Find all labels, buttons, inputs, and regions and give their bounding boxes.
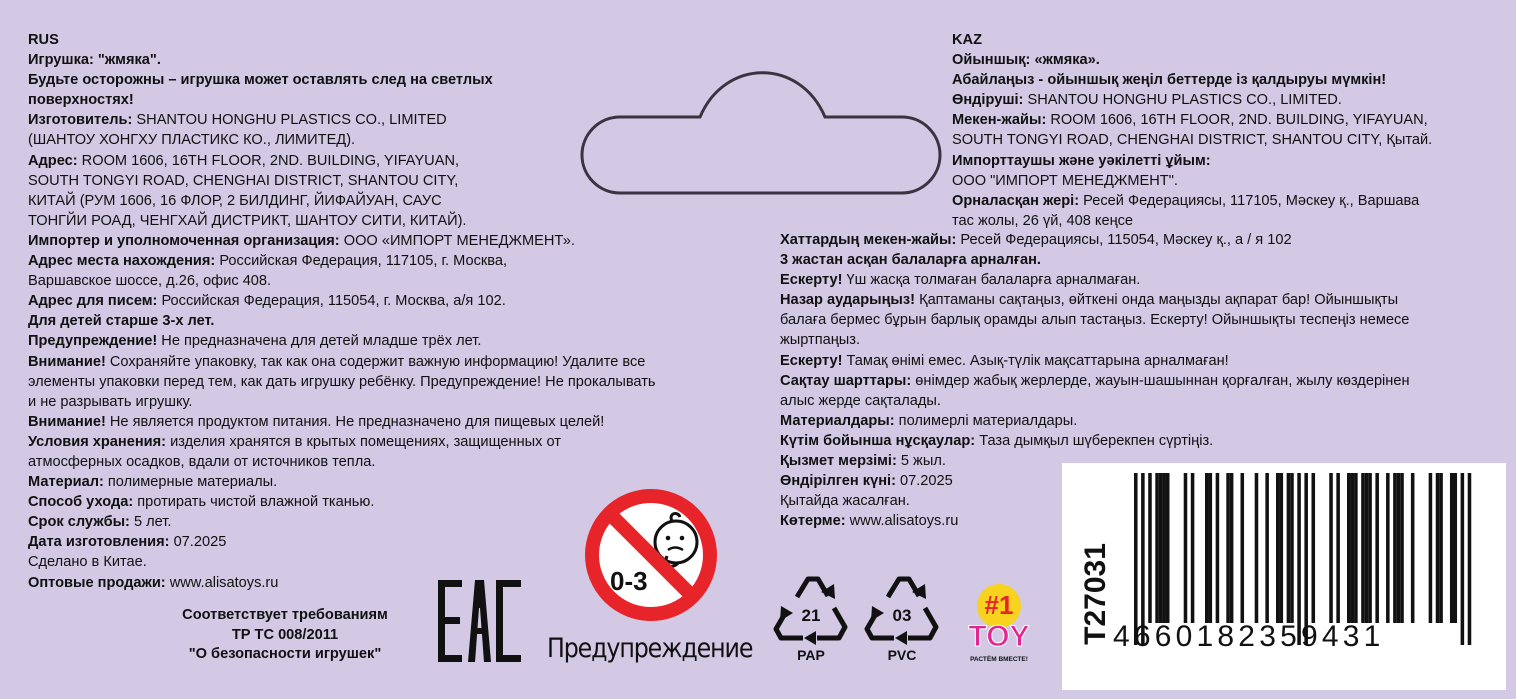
recycle-pvc	[862, 573, 942, 663]
barcode-bar	[1468, 473, 1472, 645]
text-line	[952, 70, 1432, 90]
barcode-bar	[1280, 473, 1284, 623]
bold-label: RUS	[28, 32, 59, 48]
age-warning-icon	[583, 487, 719, 623]
text-line	[952, 211, 1432, 231]
text-segment: изделия хранятся в крытых помещениях, защищенных от	[170, 433, 561, 450]
text-line	[780, 250, 1410, 270]
text-line	[952, 171, 1432, 191]
text-line	[28, 70, 656, 90]
text-line	[780, 351, 1410, 371]
text-segment: 5 жыл.	[900, 453, 946, 470]
toy-word-text: TOY	[968, 620, 1030, 653]
text-line	[28, 512, 656, 532]
bold-label: Изготовитель:	[28, 112, 137, 129]
barcode-bar	[1148, 473, 1152, 623]
text-line	[28, 552, 656, 572]
bold-label: Адрес для писем:	[28, 293, 162, 310]
text-line	[28, 30, 656, 50]
text-line	[28, 110, 656, 130]
warning-label: Предупреждение	[547, 633, 753, 664]
text-line	[952, 191, 1432, 211]
barcode-bar	[1184, 473, 1188, 623]
text-segment: 5 лет.	[133, 514, 172, 531]
text-segment: Сделано в Китае.	[28, 554, 147, 571]
text-line	[28, 472, 656, 492]
barcode-bar	[1255, 473, 1259, 623]
conformity-line-1: Соответствует требованиям	[182, 607, 388, 623]
text-line	[780, 411, 1410, 431]
text-segment: Российская Федерация, 115054, г. Москва, а/я 102.	[161, 293, 506, 310]
text-segment: балаға бермес бұрын барлық орамды алып тастаңыз. Ескерту! Ойыншықты теспеңіз немесе	[780, 312, 1410, 329]
article-number	[1062, 463, 1122, 690]
text-line	[28, 372, 656, 392]
text-segment: ROOM 1606, 16TH FLOOR, 2ND. BUILDING, YIFAYUAN,	[1050, 112, 1428, 129]
barcode-bar	[1347, 473, 1351, 623]
text-segment: Тамақ өнімі емес. Азық-түлік мақсаттарына арналмаған!	[846, 352, 1229, 369]
text-line	[952, 30, 1432, 50]
barcode-bar	[1368, 473, 1372, 623]
text-line	[28, 271, 656, 291]
bold-label: Ескерту!	[780, 352, 847, 369]
text-line	[28, 452, 656, 472]
text-line	[28, 50, 656, 70]
barcode-bar	[1159, 473, 1163, 623]
recycle-code: 21	[801, 606, 821, 625]
barcode-bar	[1397, 473, 1401, 623]
recycle-label: PVC	[887, 647, 917, 663]
text-segment: Қаптаманы сақтаңыз, өйткені онда маңызды ақпарат бар! Ойыншықты	[919, 292, 1399, 309]
bold-label: Материал:	[28, 474, 108, 491]
bold-label: Мекен-жайы:	[952, 112, 1051, 129]
bold-label: Способ ухода:	[28, 494, 138, 511]
recycle-pap	[771, 573, 851, 663]
bold-label: Көтерме:	[780, 513, 850, 530]
barcode-bar	[1411, 473, 1415, 623]
age-label: 0-3	[610, 566, 648, 596]
bold-label: Назар аударыңыз!	[780, 292, 920, 309]
recycle-icon	[862, 573, 942, 649]
text-line	[28, 311, 656, 331]
text-line	[952, 151, 1432, 171]
text-segment: Варшавское шоссе, д.26, офис 408.	[28, 273, 272, 290]
text-segment: протирать чистой влажной тканью.	[137, 494, 375, 511]
barcode-bar	[1393, 473, 1397, 623]
barcode-bar	[1454, 473, 1458, 623]
text-segment: SOUTH TONGYI ROAD, CHENGHAI DISTRICT, SHANTOU CITY,	[28, 172, 459, 189]
bold-label: Импортер и уполномоченная организация:	[28, 232, 344, 249]
text-line	[952, 90, 1432, 110]
bold-label: Условия хранения:	[28, 433, 171, 450]
text-segment: ТОНГЙИ РОАД, ЧЕНГХАЙ ДИСТРИКТ, ШАНТОУ СИТИ, КИТАЙ).	[28, 212, 467, 229]
barcode-panel	[1062, 463, 1506, 690]
barcode-bar	[1226, 473, 1230, 623]
bold-label: поверхностях!	[28, 92, 134, 109]
bold-label: Игрушка: "жмяка".	[28, 52, 161, 69]
text-line	[28, 231, 656, 251]
text-segment: Үш жасқа толмаған балаларға арналмаған.	[846, 272, 1141, 289]
text-line	[28, 492, 656, 512]
barcode-bar	[1329, 473, 1333, 623]
bold-label: Ескерту!	[780, 272, 847, 289]
text-line	[28, 151, 656, 171]
text-segment: алыс жерде сақталады.	[780, 392, 941, 409]
text-line	[952, 50, 1432, 70]
recycle-label: PAP	[797, 647, 825, 663]
bold-label: Предупреждение!	[28, 333, 162, 350]
barcode-bar	[1287, 473, 1291, 623]
bold-label: Дата изготовления:	[28, 534, 174, 551]
text-line	[780, 431, 1410, 451]
text-line	[28, 573, 656, 593]
bold-label: Оптовые продажи:	[28, 574, 170, 591]
toy-badge-text: #1	[984, 590, 1014, 620]
barcode-bar	[1155, 473, 1159, 623]
text-segment: атмосферных осадков, вдали от источников тепла.	[28, 453, 376, 470]
text-line	[780, 270, 1410, 290]
barcode-bar	[1162, 473, 1166, 623]
barcode-bar	[1461, 473, 1465, 645]
barcode-bar	[1276, 473, 1280, 623]
text-segment: 07.2025	[900, 473, 953, 490]
text-line	[780, 290, 1410, 310]
text-line	[28, 331, 656, 351]
bold-label: Адрес:	[28, 152, 82, 169]
barcode-bar	[1209, 473, 1213, 623]
text-segment: Не предназначена для детей младше трёх лет.	[161, 333, 482, 350]
text-segment: www.alisatoys.ru	[169, 574, 279, 591]
text-segment: Российская Федерация, 117105, г. Москва,	[219, 253, 508, 270]
recycle-code: 03	[892, 606, 912, 625]
text-line	[780, 391, 1410, 411]
text-segment: и не разрывать игрушку.	[28, 393, 193, 410]
text-line	[28, 352, 656, 372]
barcode-bar	[1166, 473, 1170, 623]
barcode-bar	[1386, 473, 1390, 623]
text-segment: тас жолы, 26 үй, 408 кеңсе	[952, 212, 1134, 229]
barcode-bar	[1230, 473, 1234, 623]
text-segment: Не является продуктом питания. Не предназначено для пищевых целей!	[109, 413, 605, 430]
text-line	[28, 532, 656, 552]
barcode-number: 4660182359431	[1113, 620, 1385, 653]
bold-label: Будьте осторожны – игрушка может оставлять след на светлых	[28, 72, 493, 89]
barcode-bar	[1436, 473, 1440, 623]
barcode-bar	[1205, 473, 1209, 623]
barcode-bar	[1354, 473, 1358, 623]
barcode-bar	[1351, 473, 1355, 623]
barcode-bar	[1439, 473, 1443, 623]
text-line	[28, 211, 656, 231]
barcode-bar	[1336, 473, 1340, 623]
bold-label: KAZ	[952, 32, 982, 48]
eac-mark-icon	[437, 578, 523, 664]
bold-label: Для детей старше 3-х лет.	[28, 313, 215, 330]
text-line	[952, 130, 1432, 150]
barcode-bar	[1375, 473, 1379, 623]
toy-slogan-text: РАСТЁМ ВМЕСТЕ!	[970, 656, 1028, 663]
text-segment: SHANTOU HONGHU PLASTICS CO., LIMITED.	[1027, 92, 1342, 109]
bold-label: Өндіруші:	[952, 92, 1028, 109]
text-segment: элементы упаковки перед тем, как дать игрушку ребёнку. Предупреждение! Не прокалывать	[28, 373, 656, 390]
text-segment: (ШАНТОУ ХОНГХУ ПЛАСТИКС КО., ЛИМИТЕД).	[28, 132, 356, 149]
barcode-bar	[1365, 473, 1369, 623]
text-line	[780, 330, 1410, 350]
text-line	[780, 371, 1410, 391]
bold-label: Ойыншық: «жмяка».	[952, 52, 1100, 69]
text-segment: полимерные материалы.	[107, 474, 278, 491]
bold-label: 3 жастан асқан балаларға арналған.	[780, 252, 1041, 269]
toy-brand-logo	[957, 570, 1041, 666]
text-line	[28, 432, 656, 452]
conformity-line-3: "О безопасности игрушек"	[188, 646, 382, 662]
text-segment: КИТАЙ (РУМ 1606, 16 ФЛОР, 2 БИЛДИНГ, ЙИФАЙУАН, САУС	[28, 192, 442, 209]
bold-label: Қызмет мерзімі:	[780, 453, 901, 470]
text-line	[28, 412, 656, 432]
text-line	[28, 251, 656, 271]
barcode-bar	[1290, 473, 1294, 623]
bold-label: Материалдары:	[780, 412, 899, 429]
text-line	[952, 110, 1432, 130]
bold-label: Орналасқан жері:	[952, 192, 1084, 209]
barcode-bar	[1450, 473, 1454, 623]
text-segment: Таза дымқыл шүберекпен сүртіңіз.	[979, 432, 1214, 449]
text-segment: 07.2025	[173, 534, 227, 551]
bold-label: Срок службы:	[28, 514, 134, 531]
bold-label: Внимание!	[28, 413, 110, 430]
barcode-bar	[1312, 473, 1316, 623]
recycle-icon	[771, 573, 851, 649]
kaz-text-block-top	[952, 30, 1432, 231]
barcode-bar	[1191, 473, 1195, 623]
article-text: T27031	[1079, 543, 1112, 645]
text-line	[28, 90, 656, 110]
text-line	[28, 191, 656, 211]
bold-label: Күтім бойынша нұсқаулар:	[780, 432, 980, 449]
text-segment: полимерлі материалдары.	[898, 412, 1078, 429]
text-segment: Ресей Федерациясы, 117105, Мәскеу қ., Варшава	[1083, 192, 1420, 209]
rus-text-block	[28, 30, 656, 593]
text-segment: Қытайда жасалған.	[780, 493, 910, 510]
bold-label: Сақтау шарттары:	[780, 372, 916, 389]
text-segment: ООО «ИМПОРТ МЕНЕДЖМЕНТ».	[343, 232, 575, 249]
bold-label: Абайлаңыз - ойыншық жеңіл беттерде із қалдыруы мүмкін!	[952, 72, 1387, 89]
barcode-bar	[1241, 473, 1245, 623]
bold-label: Хаттардың мекен-жайы:	[780, 232, 961, 248]
text-segment: ООО "ИМПОРТ МЕНЕДЖМЕНТ".	[952, 172, 1178, 189]
bold-label: Өндірілген күні:	[780, 473, 900, 490]
text-line	[28, 392, 656, 412]
text-line	[28, 171, 656, 191]
barcode-bar	[1265, 473, 1269, 623]
text-segment: өнімдер жабық жерлерде, жауын-шашыннан қорғалған, жылу көздерінен	[915, 372, 1410, 389]
text-segment: Сохраняйте упаковку, так как она содержит важную информацию! Удалите все	[109, 353, 646, 370]
text-segment: www.alisatoys.ru	[849, 513, 959, 530]
text-segment: Ресей Федерациясы, 115054, Мәскеу қ., а / я 102	[960, 232, 1292, 248]
conformity-statement	[160, 606, 410, 665]
bold-label: Адрес места нахождения:	[28, 253, 220, 270]
bold-label: Импорттаушы және уәкілетті ұйым:	[952, 152, 1211, 169]
text-segment: жыртпаңыз.	[780, 332, 861, 349]
text-line	[780, 310, 1410, 330]
barcode-bars	[1062, 463, 1506, 690]
barcode-bar	[1429, 473, 1433, 623]
bold-label: Внимание!	[28, 353, 110, 370]
barcode-bar	[1400, 473, 1404, 623]
barcode-bar	[1361, 473, 1365, 623]
text-line	[28, 291, 656, 311]
text-line	[780, 230, 1410, 250]
conformity-line-2: ТР ТС 008/2011	[231, 626, 339, 643]
text-line	[28, 130, 656, 150]
text-segment: ROOM 1606, 16TH FLOOR, 2ND. BUILDING, YIFAYUAN,	[81, 152, 460, 169]
barcode-bar	[1216, 473, 1220, 623]
text-segment: SHANTOU HONGHU PLASTICS CO., LIMITED	[136, 112, 447, 129]
hanger-hole-outline	[580, 70, 942, 205]
text-segment: SOUTH TONGYI ROAD, CHENGHAI DISTRICT, SHANTOU CITY, Қытай.	[952, 132, 1433, 149]
